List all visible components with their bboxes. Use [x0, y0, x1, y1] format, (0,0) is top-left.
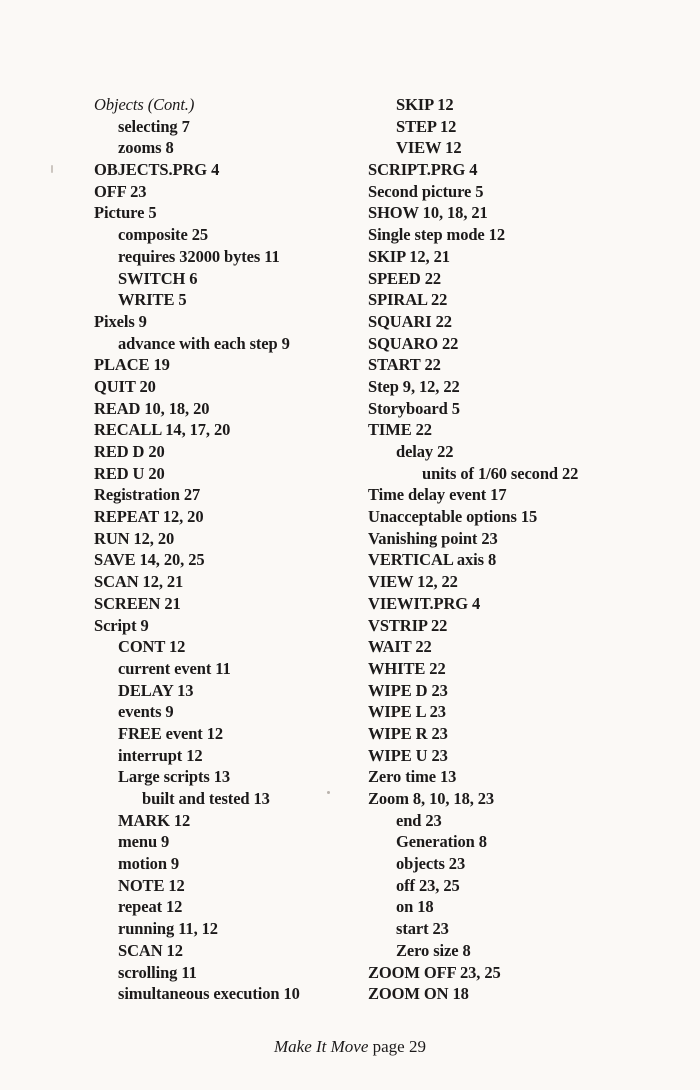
index-entry: Time delay event 17 [368, 485, 507, 505]
index-entry: SPEED 22 [368, 268, 442, 288]
index-subentry: scrolling 11 [118, 962, 197, 982]
index-entry: ZOOM ON 18 [368, 984, 469, 1004]
index-subentry: current event 11 [118, 658, 231, 678]
index-entry: RECALL 14, 17, 20 [94, 420, 231, 440]
index-entry: RED D 20 [94, 442, 165, 461]
index-entry: Vanishing point 23 [368, 528, 498, 548]
index-entry: WIPE U 23 [368, 745, 448, 765]
paper-mark [51, 165, 53, 173]
index-entry: SQUARO 22 [368, 333, 459, 353]
index-subentry: start 23 [396, 919, 449, 939]
index-entry: SCRIPT.PRG 4 [368, 160, 478, 180]
paper-speck [327, 791, 330, 794]
index-entry: SKIP 12, 21 [368, 246, 450, 266]
index-subentry: NOTE 12 [118, 875, 185, 895]
index-subentry: repeat 12 [118, 897, 183, 917]
index-subentry: on 18 [396, 897, 434, 917]
index-entry: TIME 22 [368, 420, 432, 440]
index-entry: VIEW 12, 22 [368, 572, 458, 592]
index-entry: START 22 [368, 355, 441, 375]
index-entry: Zero time 13 [368, 767, 457, 787]
index-entry: QUIT 20 [94, 376, 156, 396]
index-entry: Second picture 5 [368, 181, 484, 201]
footer-page-label: page 29 [372, 1037, 426, 1056]
index-column-left [94, 94, 349, 1005]
index-entry: OFF 23 [94, 181, 147, 201]
index-subentry: off 23, 25 [396, 875, 460, 895]
index-subentry: simultaneous execution 10 [118, 984, 300, 1004]
index-subentry: menu 9 [118, 832, 170, 852]
index-entry: PLACE 19 [94, 355, 170, 375]
index-subentry: interrupt 12 [118, 745, 203, 765]
index-entry: VSTRIP 22 [368, 615, 448, 635]
index-entry: SQUARI 22 [368, 311, 452, 331]
index-subentry: CONT 12 [118, 637, 186, 657]
index-entry: Picture 5 [94, 203, 157, 223]
index-column-right [368, 94, 688, 1005]
index-subentry: objects 23 [396, 854, 466, 874]
index-entry: Registration 27 [94, 485, 201, 505]
index-entry: WIPE L 23 [368, 702, 446, 722]
index-entry: SCREEN 21 [94, 593, 181, 613]
index-entry: Zoom 8, 10, 18, 23 [368, 789, 495, 808]
index-entry: RED U 20 [94, 463, 165, 483]
index-entry: Script 9 [94, 615, 149, 635]
index-entry: OBJECTS.PRG 4 [94, 160, 220, 180]
index-entry: RUN 12, 20 [94, 528, 175, 548]
index-entry: SPIRAL 22 [368, 290, 448, 310]
index-entry: Step 9, 12, 22 [368, 376, 460, 396]
index-subentry: composite 25 [118, 225, 208, 245]
index-subentry: end 23 [396, 810, 442, 830]
index-subentry: SCAN 12 [118, 940, 183, 960]
index-entry: VERTICAL axis 8 [368, 550, 497, 570]
index-subentry: zooms 8 [118, 138, 174, 158]
index-subentry: STEP 12 [396, 116, 457, 136]
index-entry: Storyboard 5 [368, 398, 460, 418]
index-subentry: WRITE 5 [118, 290, 187, 310]
index-entry: Unacceptable options 15 [368, 507, 538, 527]
footer-title: Make It Move [274, 1037, 369, 1056]
index-entry: WIPE D 23 [368, 680, 448, 700]
index-entry: SCAN 12, 21 [94, 572, 184, 592]
index-subentry: Generation 8 [396, 832, 487, 852]
index-subentry: units of 1/60 second 22 [422, 463, 579, 483]
index-subentry: MARK 12 [118, 810, 191, 830]
page-footer [0, 1037, 700, 1057]
index-entry: REPEAT 12, 20 [94, 507, 204, 527]
index-subentry: advance with each step 9 [118, 333, 290, 353]
index-subentry: SWITCH 6 [118, 268, 198, 288]
index-subentry: SKIP 12 [396, 95, 454, 114]
index-entry: ZOOM OFF 23, 25 [368, 962, 501, 982]
index-entry: SHOW 10, 18, 21 [368, 203, 488, 223]
index-subentry: motion 9 [118, 854, 180, 874]
index-entry: Objects (Cont.) [94, 95, 195, 114]
index-subentry: events 9 [118, 702, 174, 722]
index-subentry: Large scripts 13 [118, 767, 231, 787]
index-subentry: running 11, 12 [118, 919, 218, 939]
index-entry: Pixels 9 [94, 311, 147, 331]
index-subentry: requires 32000 bytes 11 [118, 246, 280, 266]
index-entry: SAVE 14, 20, 25 [94, 550, 205, 570]
index-subentry: delay 22 [396, 442, 454, 461]
index-entry: Single step mode 12 [368, 225, 505, 245]
index-subentry: VIEW 12 [396, 138, 462, 158]
index-subentry: selecting 7 [118, 116, 190, 136]
index-entry: VIEWIT.PRG 4 [368, 593, 481, 613]
index-subentry: built and tested 13 [142, 789, 270, 808]
index-subentry: Zero size 8 [396, 940, 471, 960]
index-subentry: FREE event 12 [118, 723, 224, 743]
index-entry: WIPE R 23 [368, 723, 448, 743]
index-entry: WAIT 22 [368, 637, 432, 657]
index-entry: WHITE 22 [368, 658, 446, 678]
index-entry: READ 10, 18, 20 [94, 398, 210, 418]
index-subentry: DELAY 13 [118, 680, 194, 700]
